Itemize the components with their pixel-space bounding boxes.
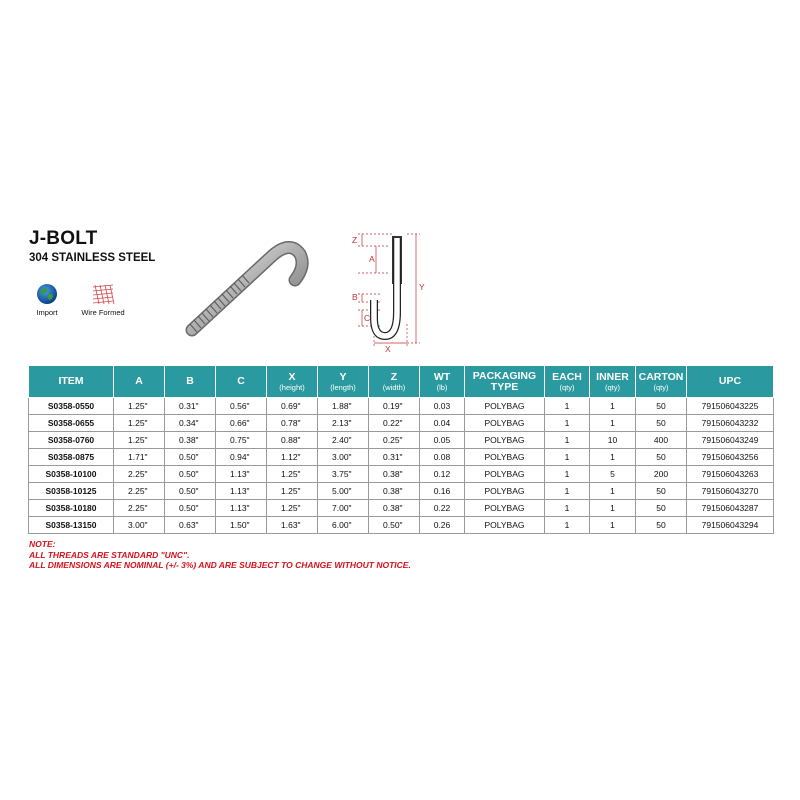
column-header: [465, 366, 545, 398]
table-cell: 1.13": [216, 483, 267, 500]
table-cell: 791506043225: [687, 398, 774, 415]
column-header-unit: (qty): [653, 382, 669, 392]
diagram-label-b: B: [352, 292, 358, 302]
column-header: [369, 366, 420, 398]
table-cell: 1.63": [267, 517, 318, 534]
column-header: [687, 366, 774, 398]
table-cell: 0.34": [165, 415, 216, 432]
table-cell: 0.16: [420, 483, 465, 500]
item-cell: S0358-0875: [29, 449, 114, 466]
table-cell: 1: [545, 432, 590, 449]
column-header: [165, 366, 216, 398]
table-cell: 50: [636, 449, 687, 466]
column-header: [636, 366, 687, 398]
table-cell: 2.25": [114, 500, 165, 517]
table-cell: 3.00": [318, 449, 369, 466]
table-cell: POLYBAG: [465, 466, 545, 483]
dimension-diagram: [350, 228, 430, 358]
table-cell: 791506043263: [687, 466, 774, 483]
column-header-label: EACH: [552, 370, 582, 383]
table-cell: 1: [545, 466, 590, 483]
table-cell: 791506043256: [687, 449, 774, 466]
column-header: [420, 366, 465, 398]
notes: [29, 539, 411, 571]
table-cell: 5.00": [318, 483, 369, 500]
table-row: [29, 466, 774, 483]
table-cell: 1: [545, 449, 590, 466]
table-cell: 0.04: [420, 415, 465, 432]
spec-table: [28, 365, 774, 534]
table-row: [29, 517, 774, 534]
table-cell: 1.25": [114, 415, 165, 432]
column-header-label: CARTON: [638, 370, 684, 383]
column-header: [545, 366, 590, 398]
table-cell: 791506043270: [687, 483, 774, 500]
table-header-row: [29, 366, 774, 398]
table-cell: 0.26: [420, 517, 465, 534]
table-cell: 5: [590, 466, 636, 483]
column-header-label: ITEM: [58, 375, 84, 387]
table-cell: 1.71": [114, 449, 165, 466]
table-cell: 50: [636, 483, 687, 500]
table-cell: 0.50": [165, 449, 216, 466]
table-cell: 0.22: [420, 500, 465, 517]
column-header: [590, 366, 636, 398]
table-cell: 1: [545, 517, 590, 534]
badge-import-label: Import: [36, 308, 58, 317]
column-header: [114, 366, 165, 398]
column-header-label: X: [288, 370, 296, 383]
table-cell: 0.75": [216, 432, 267, 449]
table-cell: 1: [590, 398, 636, 415]
table-cell: 1: [545, 415, 590, 432]
table-cell: 2.40": [318, 432, 369, 449]
table-cell: 1: [590, 517, 636, 534]
table-row: [29, 398, 774, 415]
table-cell: 791506043249: [687, 432, 774, 449]
table-cell: 0.38": [165, 432, 216, 449]
badge-wire-formed-label: Wire Formed: [81, 308, 125, 317]
table-cell: 0.63": [165, 517, 216, 534]
table-cell: 10: [590, 432, 636, 449]
table-cell: 3.00": [114, 517, 165, 534]
table-cell: 0.50": [165, 483, 216, 500]
table-cell: 0.66": [216, 415, 267, 432]
table-cell: 0.56": [216, 398, 267, 415]
table-cell: 791506043294: [687, 517, 774, 534]
item-cell: S0358-0655: [29, 415, 114, 432]
table-cell: POLYBAG: [465, 449, 545, 466]
diagram-label-c: C: [364, 313, 371, 323]
item-cell: S0358-10180: [29, 500, 114, 517]
table-cell: 0.88": [267, 432, 318, 449]
table-cell: 0.50": [369, 517, 420, 534]
table-cell: 791506043287: [687, 500, 774, 517]
table-cell: 0.78": [267, 415, 318, 432]
diagram-label-z: Z: [352, 235, 358, 245]
table-cell: 1.12": [267, 449, 318, 466]
table-cell: 200: [636, 466, 687, 483]
table-cell: 1: [590, 449, 636, 466]
item-cell: S0358-13150: [29, 517, 114, 534]
column-header-unit: (qty): [559, 382, 575, 392]
table-cell: 791506043232: [687, 415, 774, 432]
table-row: [29, 415, 774, 432]
column-header: [318, 366, 369, 398]
table-cell: 50: [636, 517, 687, 534]
column-header-label: PACKAGING TYPE: [472, 369, 537, 393]
table-cell: POLYBAG: [465, 500, 545, 517]
table-row: [29, 449, 774, 466]
table-cell: 0.38": [369, 500, 420, 517]
table-cell: 0.38": [369, 466, 420, 483]
table-body: [29, 398, 774, 534]
note-threads: ALL THREADS ARE STANDARD "UNC".: [29, 549, 190, 560]
table-cell: 1.50": [216, 517, 267, 534]
j-bolt-product-image: [182, 232, 322, 344]
table-cell: 1: [545, 500, 590, 517]
table-cell: 2.25": [114, 483, 165, 500]
table-cell: 1.13": [216, 466, 267, 483]
column-header-unit: (lb): [436, 382, 448, 392]
table-cell: 1.25": [267, 483, 318, 500]
column-header-label: C: [237, 375, 245, 387]
table-cell: 2.13": [318, 415, 369, 432]
table-row: [29, 500, 774, 517]
column-header-label: WT: [433, 370, 451, 383]
table-cell: 0.50": [165, 466, 216, 483]
table-row: [29, 432, 774, 449]
table-cell: 0.05: [420, 432, 465, 449]
table-cell: POLYBAG: [465, 483, 545, 500]
feature-badges: [25, 283, 125, 317]
table-cell: POLYBAG: [465, 517, 545, 534]
column-header-label: Y: [339, 370, 347, 383]
item-cell: S0358-0550: [29, 398, 114, 415]
column-header-label: UPC: [718, 375, 742, 387]
table-cell: 0.94": [216, 449, 267, 466]
table-cell: 1: [590, 415, 636, 432]
table-cell: 0.22": [369, 415, 420, 432]
column-header-unit: (length): [330, 382, 356, 392]
table-cell: 6.00": [318, 517, 369, 534]
table-cell: 400: [636, 432, 687, 449]
table-cell: 0.03: [420, 398, 465, 415]
table-cell: 0.38": [369, 483, 420, 500]
wire-mesh-icon: [91, 283, 115, 305]
table-cell: 3.75": [318, 466, 369, 483]
note-dimensions: ALL DIMENSIONS ARE NOMINAL (+/- 3%) AND ARE SUBJECT TO CHANGE WITHOUT NOTICE.: [29, 560, 411, 570]
table-cell: 0.25": [369, 432, 420, 449]
column-header-unit: (qty): [605, 382, 620, 392]
table-cell: 0.08: [420, 449, 465, 466]
column-header: [267, 366, 318, 398]
table-cell: 1.25": [114, 432, 165, 449]
table-cell: 2.25": [114, 466, 165, 483]
item-cell: S0358-10125: [29, 483, 114, 500]
column-header-label: B: [186, 375, 194, 387]
diagram-label-a: A: [369, 254, 375, 264]
table-cell: 1.13": [216, 500, 267, 517]
item-cell: S0358-0760: [29, 432, 114, 449]
column-header-label: INNER: [596, 370, 629, 383]
table-cell: 7.00": [318, 500, 369, 517]
table-cell: 0.69": [267, 398, 318, 415]
badge-wire-formed: [81, 283, 125, 317]
product-material: 304 STAINLESS STEEL: [29, 252, 156, 264]
table-cell: 1.25": [267, 500, 318, 517]
diagram-label-x: X: [385, 344, 391, 354]
table-cell: 0.19": [369, 398, 420, 415]
table-cell: 50: [636, 415, 687, 432]
column-header: [216, 366, 267, 398]
table-cell: 0.12: [420, 466, 465, 483]
table-row: [29, 483, 774, 500]
column-header: [29, 366, 114, 398]
note-heading: NOTE:: [29, 539, 56, 549]
table-cell: 1: [545, 483, 590, 500]
table-cell: 50: [636, 500, 687, 517]
table-cell: 0.31": [165, 398, 216, 415]
column-header-label: Z: [390, 370, 398, 383]
table-cell: 1.25": [267, 466, 318, 483]
product-title: J-BOLT: [29, 228, 98, 249]
globe-icon: [36, 283, 58, 305]
table-cell: POLYBAG: [465, 415, 545, 432]
table-cell: 50: [636, 398, 687, 415]
table-cell: POLYBAG: [465, 398, 545, 415]
table-cell: 1: [545, 398, 590, 415]
column-header-unit: (height): [279, 382, 305, 392]
table-cell: 1: [590, 483, 636, 500]
table-cell: 1: [590, 500, 636, 517]
badge-import: [25, 283, 69, 317]
table-cell: 1.25": [114, 398, 165, 415]
table-cell: 1.88": [318, 398, 369, 415]
table-cell: 0.50": [165, 500, 216, 517]
item-cell: S0358-10100: [29, 466, 114, 483]
table-cell: POLYBAG: [465, 432, 545, 449]
column-header-label: A: [135, 375, 143, 387]
table-cell: 0.31": [369, 449, 420, 466]
column-header-unit: (width): [382, 382, 406, 392]
diagram-label-y: Y: [419, 282, 425, 292]
